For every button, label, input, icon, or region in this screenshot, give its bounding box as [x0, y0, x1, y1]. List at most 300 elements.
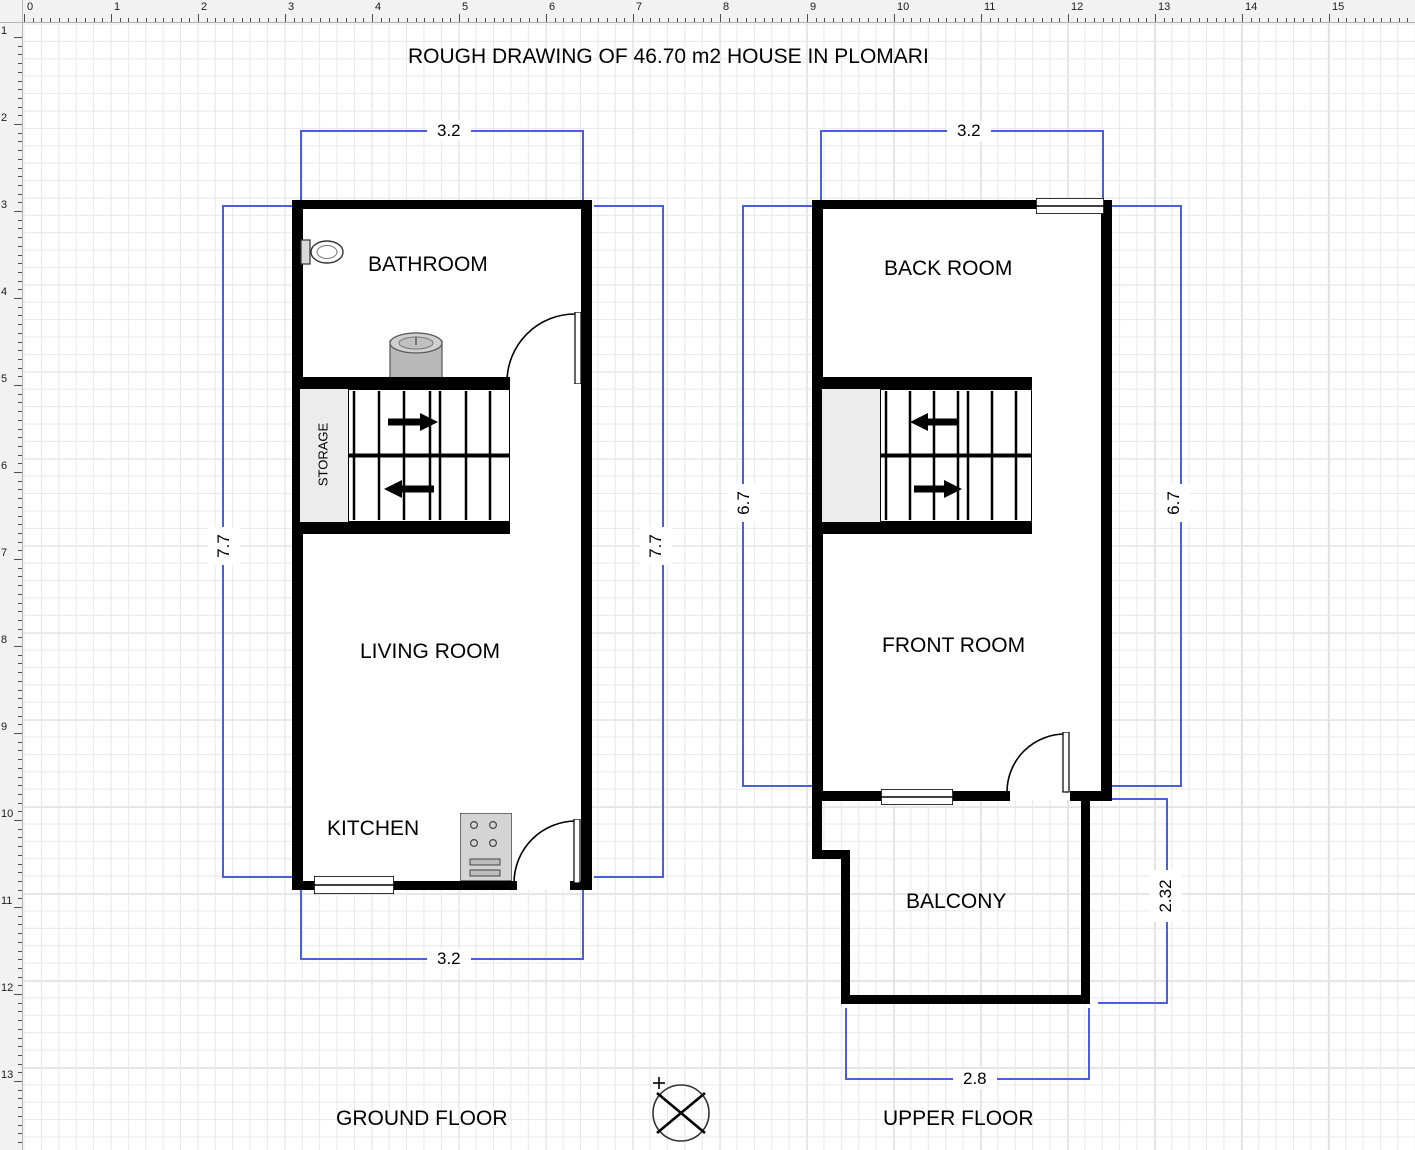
ruler-tick-v-minor — [18, 133, 22, 134]
ruler-tick-h-minor — [59, 18, 60, 22]
ruler-tick-h-minor — [355, 18, 356, 22]
ruler-tick-h-minor — [816, 18, 817, 22]
dim-ground-right-top-tick — [594, 205, 664, 207]
ruler-tick-h-minor — [842, 18, 843, 22]
ruler-tick-v-minor — [18, 202, 22, 203]
dim-upper-right-label: 6.7 — [1158, 484, 1190, 522]
ruler-tick-h-minor — [1077, 18, 1078, 22]
ground-stair-wall-top — [298, 377, 510, 389]
ruler-label-v: 13 — [1, 1069, 14, 1081]
ruler-tick-h-minor — [729, 18, 730, 22]
ruler-tick-v-minor — [18, 777, 22, 778]
ruler-tick-v-minor — [18, 1125, 22, 1126]
ruler-tick-h-minor — [798, 18, 799, 22]
ruler-tick-v — [14, 559, 22, 560]
ruler-label-v: 7 — [1, 547, 8, 559]
ruler-tick-v-minor — [18, 481, 22, 482]
dim-ground-top-right-tick — [582, 130, 584, 200]
ruler-tick-h-minor — [590, 18, 591, 22]
ruler-tick-h-minor — [911, 18, 912, 22]
ruler-tick-v — [14, 298, 22, 299]
ruler-tick-v — [14, 820, 22, 821]
ruler-tick-h-minor — [703, 18, 704, 22]
ruler-label-v: 9 — [1, 721, 8, 733]
ground-stair-wall-bottom — [298, 522, 510, 534]
ruler-tick-v-minor — [18, 368, 22, 369]
ruler-tick-v-minor — [18, 533, 22, 534]
ruler-tick-v-minor — [18, 1142, 22, 1143]
ruler-tick-v-minor — [18, 263, 22, 264]
ruler-tick-v-minor — [18, 46, 22, 47]
ruler-tick-v-minor — [18, 855, 22, 856]
ruler-tick-h-minor — [1042, 18, 1043, 22]
dim-upper-left-top-tick — [742, 205, 812, 207]
bathroom-door-icon — [505, 312, 591, 384]
ruler-tick-h-minor — [624, 18, 625, 22]
ruler-tick-h-minor — [668, 18, 669, 22]
ruler-tick-v-minor — [18, 1072, 22, 1073]
ruler-tick-v-minor — [18, 707, 22, 708]
ruler-tick-v-minor — [18, 655, 22, 656]
ruler-tick-v-minor — [18, 890, 22, 891]
dim-balcony-width-right-tick — [1088, 1008, 1090, 1080]
dim-ground-top-label: 3.2 — [427, 121, 471, 141]
ruler-tick-v-minor — [18, 837, 22, 838]
room-label-kitchen: KITCHEN — [327, 817, 420, 840]
ruler-tick-h-minor — [1103, 18, 1104, 22]
ruler-tick-h-minor — [259, 18, 260, 22]
dim-ground-right-label: 7.7 — [640, 527, 672, 565]
ruler-tick-v — [14, 37, 22, 38]
ruler-tick-v-minor — [18, 255, 22, 256]
ruler-tick-v-minor — [18, 1038, 22, 1039]
ruler-tick-h-minor — [650, 18, 651, 22]
ruler-tick-h — [981, 14, 982, 22]
dim-upper-top-right-tick — [1102, 130, 1104, 200]
ground-stairs-icon — [348, 389, 510, 522]
ruler-label-h: 3 — [288, 1, 295, 13]
ruler-tick-h-minor — [824, 18, 825, 22]
ruler-label-v: 5 — [1, 373, 8, 385]
ruler-tick-v — [14, 211, 22, 212]
ruler-tick-h-minor — [468, 18, 469, 22]
ruler-tick-v-minor — [18, 542, 22, 543]
ruler-tick-v-minor — [18, 394, 22, 395]
ruler-tick-h-minor — [1338, 18, 1339, 22]
ruler-label-v: 1 — [1, 25, 8, 37]
ruler-tick-h-minor — [85, 18, 86, 22]
ruler-tick-v-minor — [18, 576, 22, 577]
dim-upper-right-top-tick — [1112, 205, 1182, 207]
ruler-tick-h-minor — [598, 18, 599, 22]
ruler-tick-v-minor — [18, 220, 22, 221]
ruler-tick-v-minor — [18, 437, 22, 438]
room-label-living: LIVING ROOM — [360, 640, 501, 663]
ruler-tick-h-minor — [938, 18, 939, 22]
ruler-tick-h — [1329, 14, 1330, 22]
ground-wall-top — [292, 200, 592, 209]
ruler-tick-h-minor — [146, 18, 147, 22]
room-label-back: BACK ROOM — [884, 257, 1013, 280]
ruler-tick-v-minor — [18, 333, 22, 334]
ruler-tick-v-minor — [18, 898, 22, 899]
ruler-tick-v-minor — [18, 1107, 22, 1108]
ruler-tick-h-minor — [1164, 18, 1165, 22]
ruler-tick-h-minor — [572, 18, 573, 22]
ruler-tick-v-minor — [18, 516, 22, 517]
ruler-label-h: 9 — [810, 1, 817, 13]
ruler-tick-v-minor — [18, 1020, 22, 1021]
ruler-tick-h-minor — [920, 18, 921, 22]
ruler-tick-v-minor — [18, 72, 22, 73]
ruler-tick-h-minor — [1399, 18, 1400, 22]
ruler-label-v: 11 — [1, 895, 13, 907]
ruler-tick-h-minor — [764, 18, 765, 22]
ruler-tick-h-minor — [302, 18, 303, 22]
ruler-tick-h-minor — [677, 18, 678, 22]
ruler-label-v: 8 — [1, 634, 8, 646]
balcony-door-icon — [1005, 732, 1077, 794]
ruler-tick-v-minor — [18, 54, 22, 55]
ruler-label-h: 12 — [1071, 1, 1084, 13]
ruler-tick-h-minor — [563, 18, 564, 22]
ruler-tick-h-minor — [1346, 18, 1347, 22]
room-label-storage: STORAGE — [315, 422, 331, 487]
ruler-tick-h-minor — [1216, 18, 1217, 22]
ruler-tick-v-minor — [18, 959, 22, 960]
ruler-tick-v-minor — [18, 237, 22, 238]
ruler-tick-h-minor — [250, 18, 251, 22]
ruler-tick-v-minor — [18, 916, 22, 917]
dim-upper-left-label: 6.7 — [728, 484, 760, 522]
ruler-tick-h-minor — [1016, 18, 1017, 22]
ruler-tick-h-minor — [1033, 18, 1034, 22]
ruler-tick-h-minor — [1129, 18, 1130, 22]
ruler-tick-v-minor — [18, 281, 22, 282]
ruler-tick-h — [198, 14, 199, 22]
ruler-tick-h-minor — [1294, 18, 1295, 22]
dim-upper-right-bottom-tick — [1112, 785, 1182, 787]
ruler-tick-v-minor — [18, 498, 22, 499]
ruler-tick-v-minor — [18, 324, 22, 325]
ruler-horizontal[interactable] — [0, 0, 1415, 23]
ruler-tick-h-minor — [363, 18, 364, 22]
ruler-tick-h — [633, 14, 634, 22]
ruler-tick-v-minor — [18, 759, 22, 760]
ruler-tick-h-minor — [990, 18, 991, 22]
ruler-tick-h — [546, 14, 547, 22]
room-label-bathroom: BATHROOM — [368, 253, 488, 276]
ruler-tick-v-minor — [18, 455, 22, 456]
ruler-tick-h-minor — [1233, 18, 1234, 22]
ruler-tick-v-minor — [18, 524, 22, 525]
ruler-tick-h-minor — [929, 18, 930, 22]
ruler-tick-v-minor — [18, 803, 22, 804]
ruler-tick-h-minor — [955, 18, 956, 22]
ruler-tick-v — [14, 646, 22, 647]
ruler-tick-h-minor — [41, 18, 42, 22]
ruler-tick-h-minor — [476, 18, 477, 22]
ruler-label-h: 7 — [636, 1, 643, 13]
upper-stair-wall-top — [820, 377, 1032, 389]
ruler-tick-h-minor — [329, 18, 330, 22]
ruler-tick-v-minor — [18, 98, 22, 99]
ruler-tick-h-minor — [537, 18, 538, 22]
ruler-tick-h-minor — [998, 18, 999, 22]
ruler-tick-v — [14, 994, 22, 995]
ruler-tick-v-minor — [18, 594, 22, 595]
dim-upper-top-label: 3.2 — [947, 121, 991, 141]
ground-wall-left — [292, 200, 303, 890]
dim-ground-left-bottom-tick — [222, 876, 292, 878]
ruler-tick-v — [14, 1081, 22, 1082]
ruler-tick-h — [24, 14, 25, 22]
ruler-label-h: 4 — [375, 1, 382, 13]
ruler-tick-h — [807, 14, 808, 22]
ruler-tick-v-minor — [18, 176, 22, 177]
ruler-label-h: 13 — [1158, 1, 1171, 13]
ruler-tick-h-minor — [555, 18, 556, 22]
ruler-label-h: 0 — [27, 1, 34, 13]
water-heater-icon — [386, 331, 446, 379]
ruler-tick-h — [720, 14, 721, 22]
ground-floor-interior — [292, 200, 592, 890]
ruler-tick-v-minor — [18, 585, 22, 586]
ruler-tick-h-minor — [389, 18, 390, 22]
ruler-tick-h-minor — [1312, 18, 1313, 22]
ruler-tick-v-minor — [18, 141, 22, 142]
ruler-tick-h-minor — [964, 18, 965, 22]
upper-top-window-icon — [1036, 198, 1104, 214]
ruler-tick-v-minor — [18, 829, 22, 830]
room-label-balcony: BALCONY — [906, 890, 1007, 913]
ruler-vertical[interactable] — [0, 0, 23, 1150]
ruler-tick-h-minor — [1085, 18, 1086, 22]
ruler-tick-v-minor — [18, 742, 22, 743]
ruler-tick-h-minor — [607, 18, 608, 22]
ruler-tick-h-minor — [76, 18, 77, 22]
ruler-tick-h-minor — [1251, 18, 1252, 22]
ruler-tick-v-minor — [18, 463, 22, 464]
ruler-tick-v-minor — [18, 1064, 22, 1065]
ruler-label-h: 11 — [984, 1, 996, 13]
ruler-tick-h — [894, 14, 895, 22]
ruler-tick-h-minor — [1277, 18, 1278, 22]
floor-caption-ground: GROUND FLOOR — [336, 1107, 508, 1130]
ruler-tick-h-minor — [1051, 18, 1052, 22]
ruler-tick-h-minor — [337, 18, 338, 22]
dim-balcony-depth-label: 2.32 — [1150, 870, 1182, 922]
ruler-tick-h-minor — [1059, 18, 1060, 22]
ruler-tick-v-minor — [18, 672, 22, 673]
ruler-tick-h-minor — [755, 18, 756, 22]
dim-ground-left-top-tick — [222, 205, 292, 207]
ruler-tick-h-minor — [1364, 18, 1365, 22]
ruler-tick-v-minor — [18, 63, 22, 64]
ruler-tick-h-minor — [416, 18, 417, 22]
ruler-tick-h-minor — [224, 18, 225, 22]
ruler-tick-v-minor — [18, 376, 22, 377]
ruler-tick-v-minor — [18, 446, 22, 447]
ruler-tick-h-minor — [581, 18, 582, 22]
ruler-tick-v-minor — [18, 864, 22, 865]
ruler-tick-v-minor — [18, 89, 22, 90]
ruler-tick-v-minor — [18, 194, 22, 195]
ruler-tick-h-minor — [1373, 18, 1374, 22]
dim-ground-bottom-left-tick — [300, 888, 302, 960]
ruler-tick-v-minor — [18, 107, 22, 108]
ruler-label-h: 10 — [897, 1, 910, 13]
ruler-tick-h-minor — [485, 18, 486, 22]
ruler-tick-v-minor — [18, 985, 22, 986]
ruler-tick-h-minor — [503, 18, 504, 22]
ruler-tick-v-minor — [18, 429, 22, 430]
ruler-tick-v-minor — [18, 159, 22, 160]
ruler-tick-h-minor — [50, 18, 51, 22]
ruler-tick-h-minor — [424, 18, 425, 22]
ruler-tick-v — [14, 733, 22, 734]
ruler-tick-v-minor — [18, 272, 22, 273]
ground-window-icon — [314, 876, 394, 894]
ground-wall-right — [581, 200, 592, 890]
dim-ground-left-label: 7.7 — [208, 527, 240, 565]
ruler-tick-h-minor — [1381, 18, 1382, 22]
ruler-tick-v-minor — [18, 81, 22, 82]
ruler-tick-v-minor — [18, 951, 22, 952]
ruler-tick-h-minor — [433, 18, 434, 22]
balcony-wall-bottom — [841, 995, 1090, 1004]
ruler-tick-h-minor — [833, 18, 834, 22]
ruler-tick-h-minor — [877, 18, 878, 22]
ruler-tick-h-minor — [642, 18, 643, 22]
ruler-tick-h-minor — [1303, 18, 1304, 22]
ruler-tick-h-minor — [1094, 18, 1095, 22]
ruler-tick-h-minor — [851, 18, 852, 22]
ruler-tick-h-minor — [1268, 18, 1269, 22]
ruler-tick-h-minor — [790, 18, 791, 22]
dim-balcony-depth-bottom-tick — [1098, 1002, 1168, 1004]
ruler-tick-v-minor — [18, 359, 22, 360]
ruler-tick-h-minor — [1190, 18, 1191, 22]
ruler-tick-h — [372, 14, 373, 22]
ruler-tick-v-minor — [18, 663, 22, 664]
ruler-tick-h-minor — [94, 18, 95, 22]
ruler-tick-h-minor — [529, 18, 530, 22]
ruler-tick-v-minor — [18, 568, 22, 569]
dim-upper-top-left-tick — [820, 130, 822, 200]
dim-upper-left-bottom-tick — [742, 785, 812, 787]
dim-balcony-width-left-tick — [845, 1008, 847, 1080]
dim-balcony-width-label: 2.8 — [953, 1069, 997, 1089]
balcony-wall-left — [841, 850, 850, 1004]
ruler-tick-v-minor — [18, 550, 22, 551]
ruler-tick-h-minor — [128, 18, 129, 22]
ruler-tick-h-minor — [163, 18, 164, 22]
ruler-label-h: 14 — [1245, 1, 1258, 13]
upper-stair-landing-fill — [822, 389, 880, 522]
ruler-tick-h-minor — [102, 18, 103, 22]
ruler-tick-h-minor — [746, 18, 747, 22]
ruler-tick-h-minor — [1146, 18, 1147, 22]
ruler-tick-v-minor — [18, 881, 22, 882]
ruler-tick-h-minor — [1199, 18, 1200, 22]
ruler-tick-v — [14, 472, 22, 473]
ruler-label-h: 8 — [723, 1, 730, 13]
ruler-tick-v-minor — [18, 402, 22, 403]
ruler-tick-h-minor — [1112, 18, 1113, 22]
ruler-tick-v-minor — [18, 342, 22, 343]
ruler-tick-v-minor — [18, 716, 22, 717]
ruler-tick-h-minor — [972, 18, 973, 22]
ruler-label-h: 2 — [201, 1, 208, 13]
ruler-tick-v-minor — [18, 933, 22, 934]
ruler-tick-v-minor — [18, 420, 22, 421]
ruler-tick-h-minor — [1355, 18, 1356, 22]
ruler-tick-h-minor — [1120, 18, 1121, 22]
ruler-tick-v-minor — [18, 289, 22, 290]
ruler-label-h: 6 — [549, 1, 556, 13]
ruler-tick-v-minor — [18, 1116, 22, 1117]
upper-wall-right — [1101, 200, 1112, 800]
ruler-tick-h-minor — [494, 18, 495, 22]
ruler-tick-v-minor — [18, 603, 22, 604]
ruler-tick-h-minor — [268, 18, 269, 22]
ruler-tick-v-minor — [18, 1133, 22, 1134]
ruler-tick-h-minor — [155, 18, 156, 22]
ruler-tick-h-minor — [1390, 18, 1391, 22]
ruler-tick-h-minor — [1225, 18, 1226, 22]
ruler-tick-h-minor — [320, 18, 321, 22]
ruler-tick-v-minor — [18, 724, 22, 725]
ruler-tick-v-minor — [18, 637, 22, 638]
ruler-tick-h — [459, 14, 460, 22]
ruler-tick-h-minor — [520, 18, 521, 22]
ruler-tick-h-minor — [450, 18, 451, 22]
ruler-tick-v-minor — [18, 185, 22, 186]
ruler-tick-v-minor — [18, 846, 22, 847]
ruler-tick-h-minor — [511, 18, 512, 22]
ruler-tick-h-minor — [1007, 18, 1008, 22]
ruler-tick-h-minor — [381, 18, 382, 22]
ruler-tick-v-minor — [18, 246, 22, 247]
ruler-tick-h-minor — [711, 18, 712, 22]
ruler-tick-v-minor — [18, 977, 22, 978]
ruler-tick-v-minor — [18, 750, 22, 751]
ruler-tick-v-minor — [18, 1029, 22, 1030]
ruler-tick-h-minor — [172, 18, 173, 22]
balcony-wall-right — [1081, 801, 1090, 1004]
ruler-tick-v — [14, 907, 22, 908]
dim-ground-right-bottom-tick — [594, 876, 664, 878]
ruler-tick-h-minor — [215, 18, 216, 22]
ruler-tick-h-minor — [616, 18, 617, 22]
ruler-tick-v-minor — [18, 768, 22, 769]
ruler-tick-v — [14, 385, 22, 386]
upper-stair-wall-bottom — [820, 522, 1032, 534]
ruler-tick-h-minor — [772, 18, 773, 22]
ruler-tick-v-minor — [18, 1011, 22, 1012]
ruler-tick-v-minor — [18, 629, 22, 630]
ruler-tick-h-minor — [233, 18, 234, 22]
ruler-tick-h-minor — [694, 18, 695, 22]
ruler-tick-h-minor — [1172, 18, 1173, 22]
ruler-tick-h-minor — [885, 18, 886, 22]
ruler-tick-h-minor — [859, 18, 860, 22]
ruler-tick-h — [1242, 14, 1243, 22]
ruler-tick-v-minor — [18, 1090, 22, 1091]
ruler-tick-h-minor — [120, 18, 121, 22]
ruler-tick-v-minor — [18, 115, 22, 116]
